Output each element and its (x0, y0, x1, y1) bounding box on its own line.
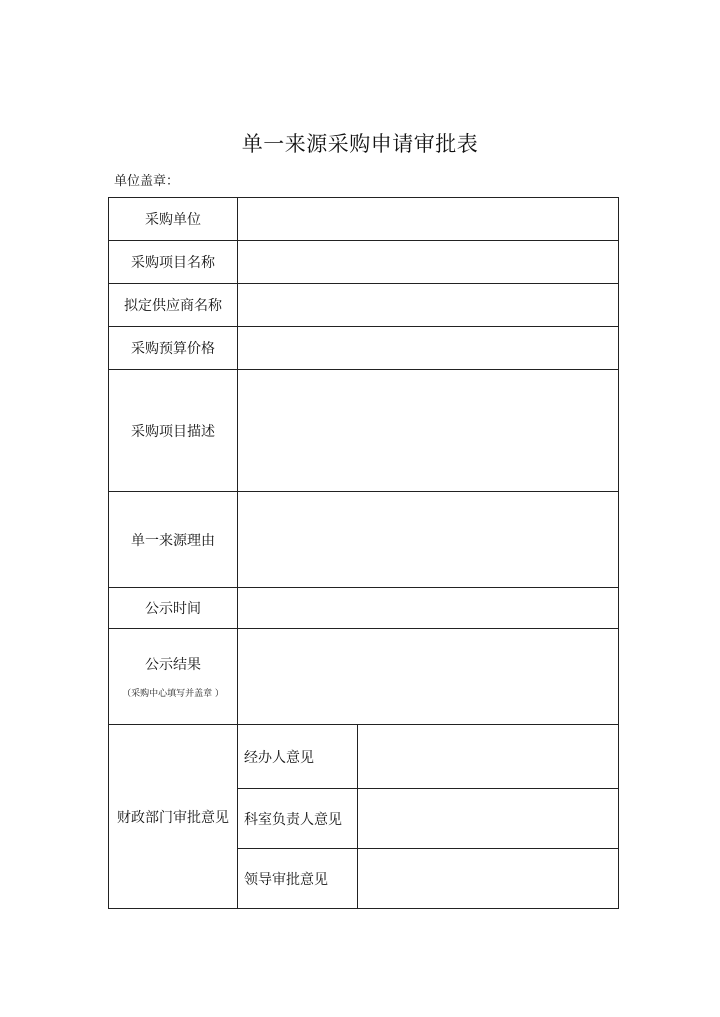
page-title: 单一来源采购申请审批表 (241, 132, 479, 156)
row-budget-price (109, 327, 619, 370)
row-project-name (109, 241, 619, 284)
label-sole-source-reason: 单一来源理由 (109, 492, 238, 588)
seal-label: 单位盖章： (114, 174, 180, 189)
row-supplier-name (109, 284, 619, 327)
approval-form-table (108, 197, 619, 909)
label-publicity-time: 公示时间 (109, 588, 238, 629)
label-purchasing-unit: 采购单位 (109, 198, 238, 241)
row-project-description (109, 370, 619, 492)
field-budget-price[interactable] (238, 327, 619, 370)
field-section-head-opinion[interactable] (358, 789, 619, 849)
label-publicity-result-cell (109, 629, 238, 725)
field-publicity-result[interactable] (238, 629, 619, 725)
label-supplier-name: 拟定供应商名称 (109, 284, 238, 327)
label-finance-approval: 财政部门审批意见 (109, 725, 238, 909)
row-publicity-time (109, 588, 619, 629)
publicity-result-note: （采购中心填写并盖章 ） (122, 689, 224, 699)
row-purchasing-unit (109, 198, 619, 241)
field-sole-source-reason[interactable] (238, 492, 619, 588)
label-project-name: 采购项目名称 (109, 241, 238, 284)
label-section-head-opinion: 科室负责人意见 (238, 789, 358, 849)
row-publicity-result (109, 629, 619, 725)
label-leader-opinion: 领导审批意见 (238, 849, 358, 909)
field-publicity-time[interactable] (238, 588, 619, 629)
label-handler-opinion: 经办人意见 (238, 725, 358, 789)
label-publicity-result: 公示结果 (145, 657, 201, 673)
label-project-description: 采购项目描述 (109, 370, 238, 492)
field-handler-opinion[interactable] (358, 725, 619, 789)
field-project-description[interactable] (238, 370, 619, 492)
row-handler-opinion (109, 725, 619, 789)
field-leader-opinion[interactable] (358, 849, 619, 909)
row-sole-source-reason (109, 492, 619, 588)
field-project-name[interactable] (238, 241, 619, 284)
label-budget-price: 采购预算价格 (109, 327, 238, 370)
field-supplier-name[interactable] (238, 284, 619, 327)
field-purchasing-unit[interactable] (238, 198, 619, 241)
